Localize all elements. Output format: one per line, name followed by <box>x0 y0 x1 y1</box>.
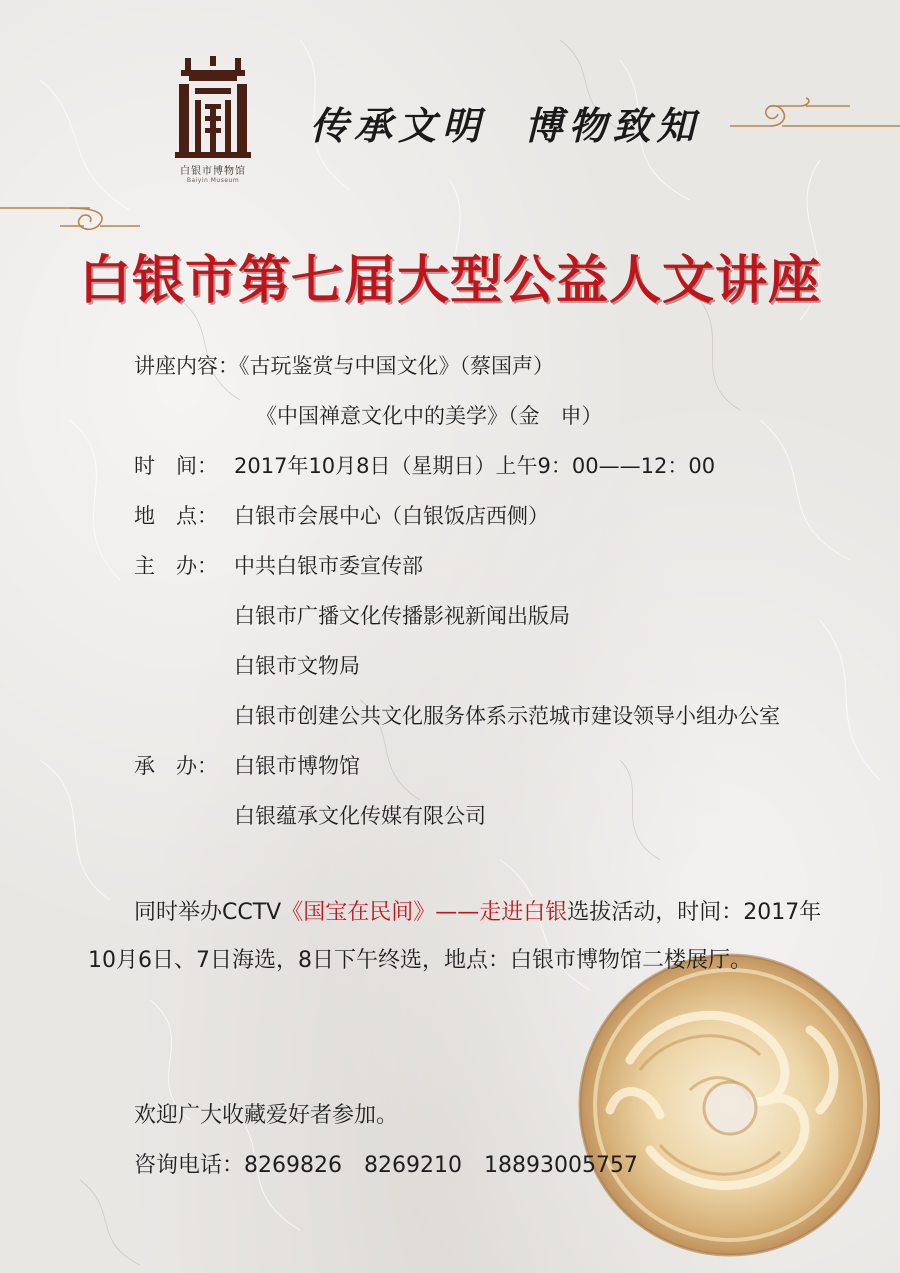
contact-phone: 咨询电话：8269826 8269210 18893005757 <box>134 1153 638 1178</box>
host-row <box>134 550 423 580</box>
place-row <box>134 500 549 530</box>
host-row <box>234 600 570 630</box>
museum-logo <box>168 56 258 196</box>
museum-logo-icon <box>175 56 251 160</box>
host-item: 白银市广播文化传播影视新闻出版局 <box>234 604 570 628</box>
museum-name-cn: 白银市博物馆 <box>180 166 246 177</box>
organizer-row <box>234 800 486 830</box>
cloud-ornament-left <box>0 200 140 236</box>
cloud-ornament-right <box>730 96 900 132</box>
organizer-item: 白银市博物馆 <box>234 754 360 778</box>
place-label: 地 点： <box>134 504 218 528</box>
host-item: 中共白银市委宣传部 <box>234 554 423 578</box>
cctv-lead: 同时举办CCTV <box>134 900 282 925</box>
host-row <box>234 700 780 730</box>
host-item: 白银市文物局 <box>234 654 360 678</box>
slogan: 传承文明 博物致知 <box>310 103 701 148</box>
lecture-topic-1: 《古玩鉴赏与中国文化》（蔡国声） <box>239 354 554 378</box>
cctv-details: 选拔活动，时间：2017年10月6日、7日海选，8日下午终选，地点：白银市博物馆二楼展厅。 <box>88 900 822 973</box>
page-title: 白银市第七届大型公益人文讲座 <box>78 251 821 311</box>
time-label: 时 间： <box>134 454 218 478</box>
lecture-content-row <box>134 350 554 380</box>
organizer-label: 承 办： <box>134 754 218 778</box>
host-item: 白银市创建公共文化服务体系示范城市建设领导小组办公室 <box>234 704 780 728</box>
organizer-item: 白银蕴承文化传媒有限公司 <box>234 804 486 828</box>
jade-disc-image <box>540 940 880 1260</box>
place-value: 白银市会展中心（白银饭店西侧） <box>234 504 549 528</box>
lecture-content-label: 讲座内容： <box>134 354 239 378</box>
cctv-program-name: 《国宝在民间》——走进白银 <box>281 900 568 925</box>
host-row <box>234 650 360 680</box>
welcome-text: 欢迎广大收藏爱好者参加。 <box>134 1103 399 1128</box>
lecture-topic-2-row <box>256 400 603 430</box>
organizer-row <box>134 750 360 780</box>
museum-name-en: Baiyin Museum <box>186 177 240 184</box>
lecture-topic-2: 《中国禅意文化中的美学》（金 申） <box>256 404 603 428</box>
host-label: 主 办： <box>134 554 218 578</box>
time-row <box>134 450 715 480</box>
cctv-paragraph <box>88 889 828 985</box>
time-value: 2017年10月8日（星期日）上午9：00——12：00 <box>234 454 716 478</box>
